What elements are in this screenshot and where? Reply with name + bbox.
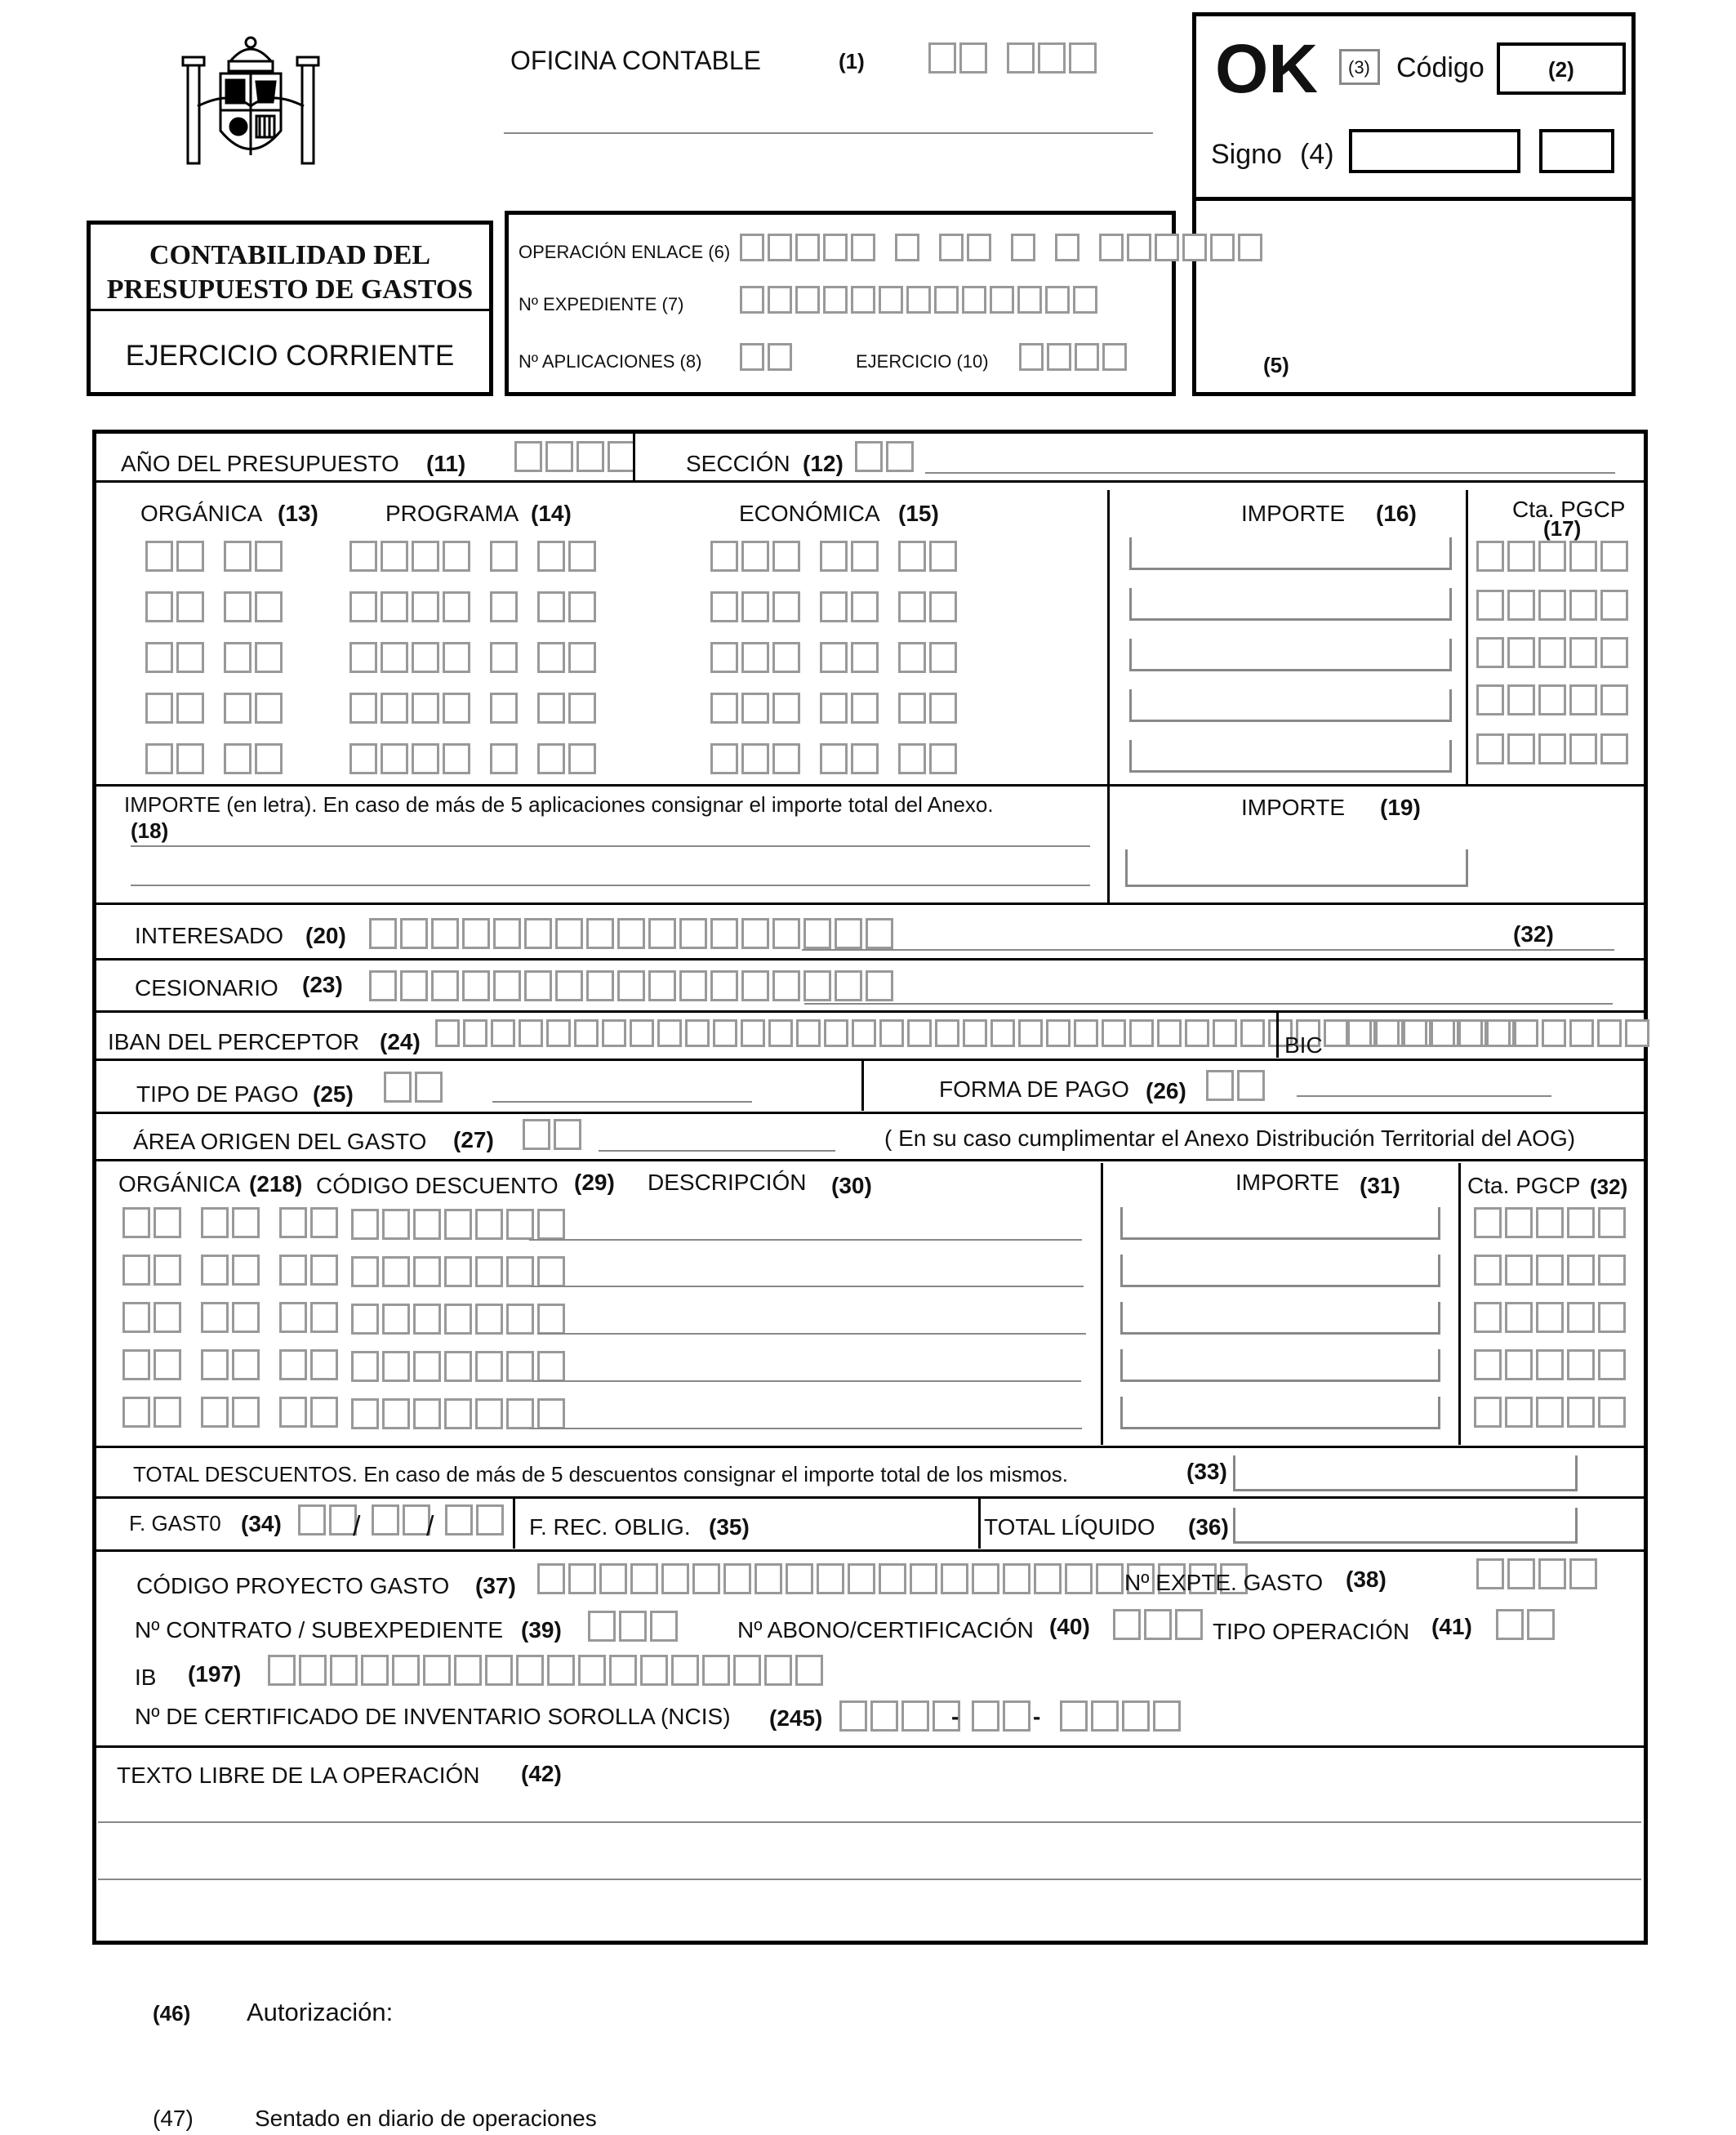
ncis-cells-2[interactable]	[972, 1700, 1034, 1732]
aplicaciones-cells[interactable]	[740, 343, 795, 371]
date-separator: /	[426, 1511, 434, 1542]
organica-2-cells[interactable]	[122, 1255, 341, 1286]
ejercicio-cells[interactable]	[1019, 343, 1130, 371]
codigo-label: Código	[1396, 52, 1485, 83]
texto-libre-field-number: (42)	[521, 1761, 562, 1786]
total-liquido-input[interactable]	[1233, 1508, 1578, 1544]
title-line-1: CONTABILIDAD DEL	[149, 240, 431, 270]
total-descuentos-label: TOTAL DESCUENTOS. En caso de más de 5 descuentos consignar el importe total de los mismos.	[133, 1462, 1068, 1486]
ncis-separator: -	[1033, 1704, 1041, 1729]
organica-cells[interactable]	[145, 642, 286, 673]
codigo-proyecto-label: CÓDIGO PROYECTO GASTO	[136, 1573, 450, 1598]
importe-input[interactable]	[1129, 537, 1452, 570]
expediente-cells[interactable]	[740, 286, 1101, 314]
organica-header: ORGÁNICA	[140, 501, 263, 526]
economica-cells[interactable]	[710, 591, 960, 622]
importe-31-input[interactable]	[1120, 1207, 1440, 1240]
sentado-field-number: (47)	[153, 2106, 194, 2131]
importe-31-input[interactable]	[1120, 1302, 1440, 1335]
f-rec-oblig-label: F. REC. OBLIG.	[529, 1514, 691, 1540]
f-gasto-year-cells[interactable]	[445, 1504, 507, 1536]
tipo-operacion-cells[interactable]	[1496, 1609, 1558, 1640]
bic-cells[interactable]	[1347, 1019, 1653, 1047]
f-gasto-label: F. GAST0	[129, 1511, 221, 1536]
field-number: (1)	[839, 49, 865, 74]
organica-cells[interactable]	[145, 541, 286, 572]
importe-field-number: (16)	[1376, 501, 1417, 526]
ncis-separator: -	[951, 1704, 959, 1729]
cta-pgcp-cells[interactable]	[1476, 684, 1631, 715]
programa-cells[interactable]	[349, 541, 599, 572]
forma-pago-cells[interactable]	[1206, 1070, 1268, 1101]
f-rec-oblig-field-number: (35)	[709, 1514, 750, 1540]
cta-pgcp-cells[interactable]	[1476, 637, 1631, 668]
oficina-contable-label: OFICINA CONTABLE	[510, 46, 762, 75]
programa-cells[interactable]	[349, 693, 599, 724]
cta-pgcp-field-number: (17)	[1543, 516, 1582, 541]
tipo-pago-label: TIPO DE PAGO	[136, 1081, 299, 1107]
anio-cells[interactable]	[514, 441, 639, 472]
economica-cells[interactable]	[710, 541, 960, 572]
cesionario-label: CESIONARIO	[135, 975, 278, 1001]
ok-field-number: (3)	[1348, 57, 1370, 78]
anio-label: AÑO DEL PRESUPUESTO	[121, 451, 399, 476]
seccion-cells[interactable]	[855, 441, 917, 472]
cta-pgcp-2-field-number: (32)	[1590, 1174, 1628, 1199]
organica-cells[interactable]	[145, 591, 286, 622]
cta-pgcp-cells[interactable]	[1476, 541, 1631, 572]
signo-input[interactable]	[1349, 129, 1520, 173]
importe-letra-field-number: (18)	[131, 818, 169, 843]
importe-input[interactable]	[1129, 740, 1452, 773]
codigo-field-number: (2)	[1548, 57, 1574, 82]
economica-cells[interactable]	[710, 693, 960, 724]
tipo-pago-field-number: (25)	[313, 1081, 354, 1107]
tipo-operacion-label: TIPO OPERACIÓN	[1213, 1619, 1410, 1644]
ncis-cells-1[interactable]	[839, 1700, 964, 1732]
iban-field-number: (24)	[380, 1029, 421, 1054]
texto-libre-label: TEXTO LIBRE DE LA OPERACIÓN	[117, 1763, 480, 1788]
importe-19-input[interactable]	[1125, 849, 1468, 887]
importe-input[interactable]	[1129, 639, 1452, 671]
signo-input-2[interactable]	[1539, 129, 1614, 173]
economica-header: ECONÓMICA	[739, 501, 880, 526]
organica-cells[interactable]	[145, 693, 286, 724]
ncis-label: Nº DE CERTIFICADO DE INVENTARIO SOROLLA (NCIS)	[135, 1704, 731, 1729]
codigo-proyecto-field-number: (37)	[475, 1573, 516, 1598]
programa-cells[interactable]	[349, 591, 599, 622]
area-note: ( En su caso cumplimentar el Anexo Distribución Territorial del AOG)	[884, 1125, 1576, 1151]
programa-cells[interactable]	[349, 642, 599, 673]
aplicaciones-label: Nº APLICACIONES (8)	[519, 351, 702, 372]
economica-field-number: (15)	[898, 501, 939, 526]
cta-pgcp-2-cells[interactable]	[1474, 1397, 1629, 1428]
tipo-operacion-field-number: (41)	[1431, 1614, 1472, 1639]
title-line-2: PRESUPUESTO DE GASTOS	[106, 274, 474, 305]
area-label: ÁREA ORIGEN DEL GASTO	[133, 1129, 427, 1154]
importe-31-field-number: (31)	[1360, 1173, 1400, 1198]
cta-pgcp-cells[interactable]	[1476, 590, 1631, 621]
interesado-label: INTERESADO	[135, 923, 284, 948]
importe-input[interactable]	[1129, 588, 1452, 621]
ncis-cells-3[interactable]	[1060, 1700, 1184, 1732]
cta-pgcp-2-cells[interactable]	[1474, 1207, 1629, 1238]
importe-31-header: IMPORTE	[1235, 1170, 1340, 1195]
expte-gasto-cells[interactable]	[1476, 1558, 1600, 1589]
area-cells[interactable]	[523, 1119, 585, 1150]
f-gasto-field-number: (34)	[241, 1511, 282, 1536]
interesado-field-number: (20)	[305, 923, 346, 948]
importe-19-field-number: (19)	[1380, 795, 1421, 820]
ncis-field-number: (245)	[769, 1705, 823, 1731]
total-descuentos-input[interactable]	[1233, 1455, 1578, 1491]
organica-field-number: (13)	[278, 501, 318, 526]
expte-gasto-label: Nº EXPTE. GASTO	[1124, 1570, 1324, 1595]
iban-label: IBAN DEL PERCEPTOR	[108, 1029, 360, 1054]
autorizacion-field-number: (46)	[153, 2001, 191, 2026]
interesado-32-field-number: (32)	[1513, 921, 1554, 947]
contrato-cells[interactable]	[588, 1611, 681, 1642]
seccion-label: SECCIÓN	[686, 451, 790, 476]
codigo-descuento-cells[interactable]	[351, 1304, 568, 1335]
importe-31-input[interactable]	[1120, 1397, 1440, 1429]
cta-pgcp-header: Cta. PGCP	[1512, 497, 1626, 522]
economica-cells[interactable]	[710, 642, 960, 673]
cta-pgcp-2-cells[interactable]	[1474, 1255, 1629, 1286]
sentado-label: Sentado en diario de operaciones	[255, 2106, 597, 2131]
total-liquido-field-number: (36)	[1188, 1514, 1229, 1540]
importe-letra-label: IMPORTE (en letra). En caso de más de 5 aplicaciones consignar el importe total del Anexo.	[124, 792, 994, 817]
cta-pgcp-2-cells[interactable]	[1474, 1349, 1629, 1380]
organica-cells[interactable]	[145, 743, 286, 774]
ib-label: IB	[135, 1665, 157, 1690]
ejercicio-corriente: EJERCICIO CORRIENTE	[125, 340, 455, 372]
forma-pago-field-number: (26)	[1146, 1078, 1186, 1103]
descripcion-header: DESCRIPCIÓN	[648, 1170, 807, 1195]
programa-field-number: (14)	[531, 501, 572, 526]
cta-pgcp-2-header: Cta. PGCP	[1467, 1173, 1581, 1198]
expte-gasto-field-number: (38)	[1346, 1567, 1387, 1592]
codigo-descuento-cells[interactable]	[351, 1256, 568, 1287]
codigo-descuento-cells[interactable]	[351, 1351, 568, 1382]
date-separator: /	[353, 1511, 361, 1542]
signo-field-number: (4)	[1300, 139, 1334, 170]
organica-2-cells[interactable]	[122, 1302, 341, 1333]
programa-header: PROGRAMA	[385, 501, 519, 526]
importe-31-input[interactable]	[1120, 1349, 1440, 1382]
expediente-label: Nº EXPEDIENTE (7)	[519, 294, 684, 314]
tipo-pago-cells[interactable]	[384, 1072, 446, 1103]
autorizacion-label: Autorización:	[247, 1998, 394, 2026]
abono-cells[interactable]	[1113, 1609, 1206, 1640]
ib-field-number: (197)	[188, 1661, 242, 1687]
contrato-field-number: (39)	[521, 1617, 562, 1642]
cesionario-cells[interactable]	[369, 970, 897, 1001]
economica-cells[interactable]	[710, 743, 960, 774]
ok-label: OK	[1215, 30, 1318, 107]
coat-of-arms-logo	[181, 33, 320, 172]
cesionario-field-number: (23)	[302, 972, 343, 997]
organica-2-cells[interactable]	[122, 1349, 341, 1380]
area-field-number: (27)	[453, 1127, 494, 1152]
cta-pgcp-cells[interactable]	[1476, 733, 1631, 764]
signo-label: Signo	[1211, 139, 1282, 170]
f-gasto-day-cells[interactable]	[298, 1504, 360, 1536]
organica-2-header: ORGÁNICA	[118, 1171, 241, 1197]
contrato-label: Nº CONTRATO / SUBEXPEDIENTE	[135, 1617, 504, 1642]
operacion-enlace-label: OPERACIÓN ENLACE (6)	[519, 242, 731, 262]
codigo-descuento-header: CÓDIGO DESCUENTO	[316, 1173, 559, 1198]
abono-field-number: (40)	[1049, 1614, 1090, 1639]
importe-31-input[interactable]	[1120, 1255, 1440, 1287]
bic-label: BIC	[1284, 1032, 1323, 1058]
total-descuentos-field-number: (33)	[1186, 1459, 1227, 1484]
importe-header: IMPORTE	[1241, 501, 1346, 526]
ib-cells[interactable]	[268, 1655, 826, 1686]
programa-cells[interactable]	[349, 743, 599, 774]
ejercicio-label: EJERCICIO (10)	[856, 351, 989, 372]
codigo-descuento-field-number: (29)	[574, 1170, 615, 1195]
organica-2-cells[interactable]	[122, 1207, 341, 1238]
total-liquido-label: TOTAL LÍQUIDO	[984, 1514, 1155, 1540]
abono-label: Nº ABONO/CERTIFICACIÓN	[737, 1617, 1034, 1642]
anio-field-number: (11)	[426, 451, 466, 476]
organica-2-cells[interactable]	[122, 1397, 341, 1428]
box5-field-number: (5)	[1263, 353, 1289, 377]
oficina-contable-cells[interactable]	[928, 42, 1100, 74]
importe-input[interactable]	[1129, 689, 1452, 722]
codigo-descuento-cells[interactable]	[351, 1209, 568, 1240]
cta-pgcp-2-cells[interactable]	[1474, 1302, 1629, 1333]
f-gasto-month-cells[interactable]	[372, 1504, 434, 1536]
organica-2-field-number: (218)	[249, 1171, 303, 1197]
forma-pago-label: FORMA DE PAGO	[939, 1076, 1129, 1102]
operacion-enlace-cells[interactable]	[740, 234, 1266, 261]
codigo-descuento-cells[interactable]	[351, 1398, 568, 1429]
seccion-field-number: (12)	[803, 451, 844, 476]
interesado-cells[interactable]	[369, 918, 897, 949]
importe-19-label: IMPORTE	[1241, 795, 1346, 820]
descripcion-field-number: (30)	[831, 1173, 872, 1198]
